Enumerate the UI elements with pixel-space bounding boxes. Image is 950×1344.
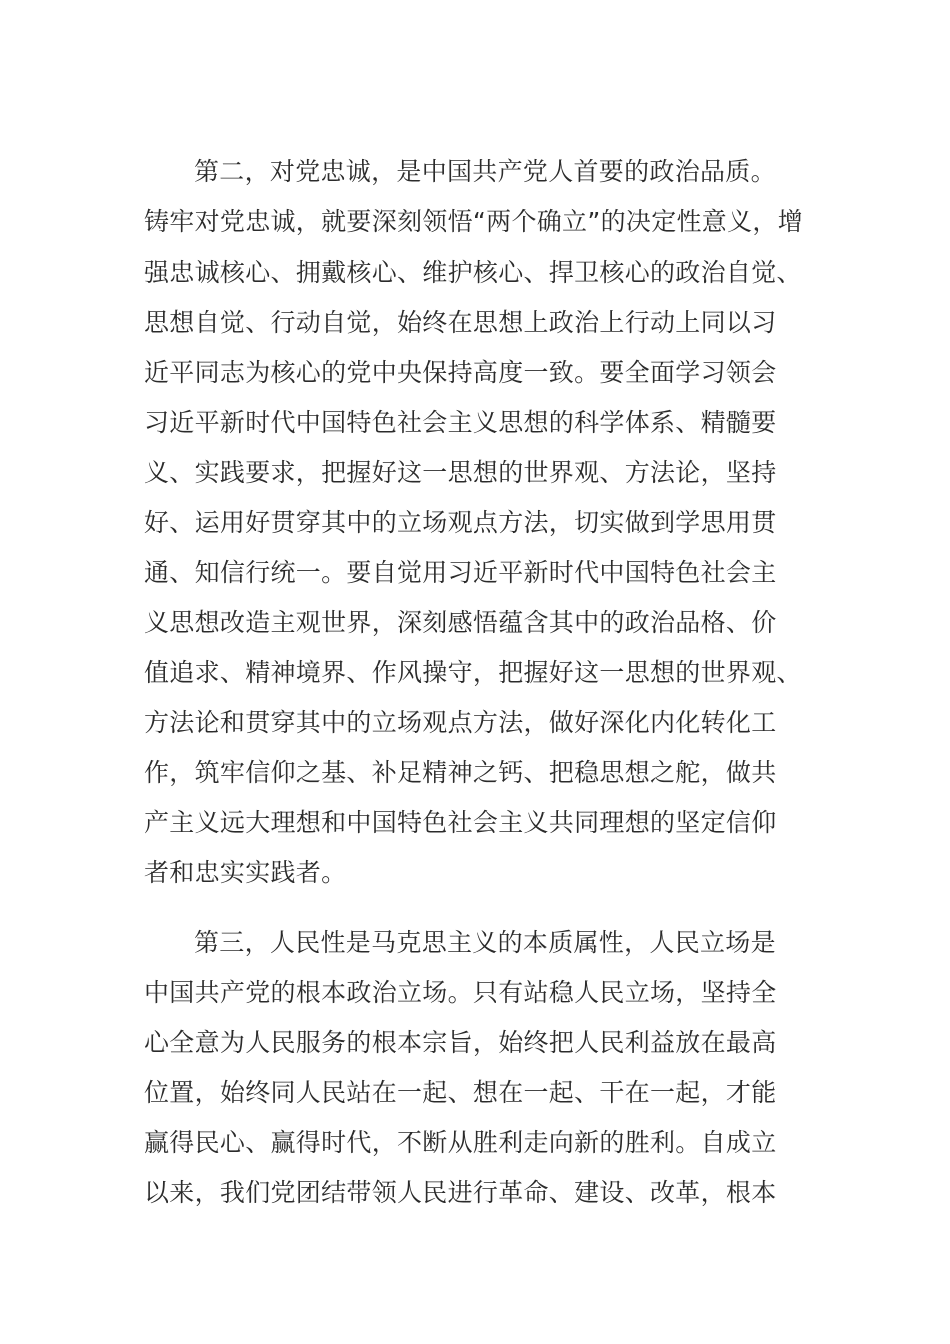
paragraph-1-line-10: 义思想改造主观世界，深刻感悟蕴含其中的政治品格、价: [144, 608, 777, 637]
paragraph-1-line-14: 产主义远大理想和中国特色社会主义共同理想的坚定信仰: [144, 808, 777, 837]
paragraph-1-line-9: 通、知信行统一。要自觉用习近平新时代中国特色社会主: [144, 558, 777, 587]
paragraph-2-line-1: 第三，人民性是马克思主义的本质属性，人民立场是: [194, 928, 776, 957]
paragraph-2-line-2: 中国共产党的根本政治立场。只有站稳人民立场，坚持全: [144, 978, 777, 1007]
paragraph-1-line-13: 作，筑牢信仰之基、补足精神之钙、把稳思想之舵，做共: [144, 758, 777, 787]
paragraph-1-line-8: 好、运用好贯穿其中的立场观点方法，切实做到学思用贯: [144, 508, 777, 537]
paragraph-1-line-7: 义、实践要求，把握好这一思想的世界观、方法论，坚持: [144, 458, 777, 487]
paragraph-1-line-2: 铸牢对党忠诚，就要深刻领悟“两个确立”的决定性意义，增: [144, 207, 804, 236]
paragraph-2-line-5: 赢得民心、赢得时代，不断从胜利走向新的胜利。自成立: [144, 1128, 777, 1157]
paragraph-1-line-12: 方法论和贯穿其中的立场观点方法，做好深化内化转化工: [144, 708, 777, 737]
paragraph-1-line-3: 强忠诚核心、拥戴核心、维护核心、捍卫核心的政治自觉、: [144, 258, 802, 287]
paragraph-1-line-5: 近平同志为核心的党中央保持高度一致。要全面学习领会: [144, 358, 777, 387]
paragraph-1-line-4: 思想自觉、行动自觉，始终在思想上政治上行动上同以习: [144, 308, 777, 337]
paragraph-1-line-6: 习近平新时代中国特色社会主义思想的科学体系、精髓要: [144, 408, 777, 437]
paragraph-1-line-1: 第二，对党忠诚，是中国共产党人首要的政治品质。: [194, 157, 776, 186]
paragraph-2-line-6: 以来，我们党团结带领人民进行革命、建设、改革，根本: [144, 1178, 777, 1207]
paragraph-2-line-3: 心全意为人民服务的根本宗旨，始终把人民利益放在最高: [144, 1028, 777, 1057]
paragraph-1-line-11: 值追求、精神境界、作风操守，把握好这一思想的世界观、: [144, 658, 802, 687]
paragraph-2-line-4: 位置，始终同人民站在一起、想在一起、干在一起，才能: [144, 1078, 777, 1107]
paragraph-1-line-15: 者和忠实实践者。: [144, 858, 347, 887]
